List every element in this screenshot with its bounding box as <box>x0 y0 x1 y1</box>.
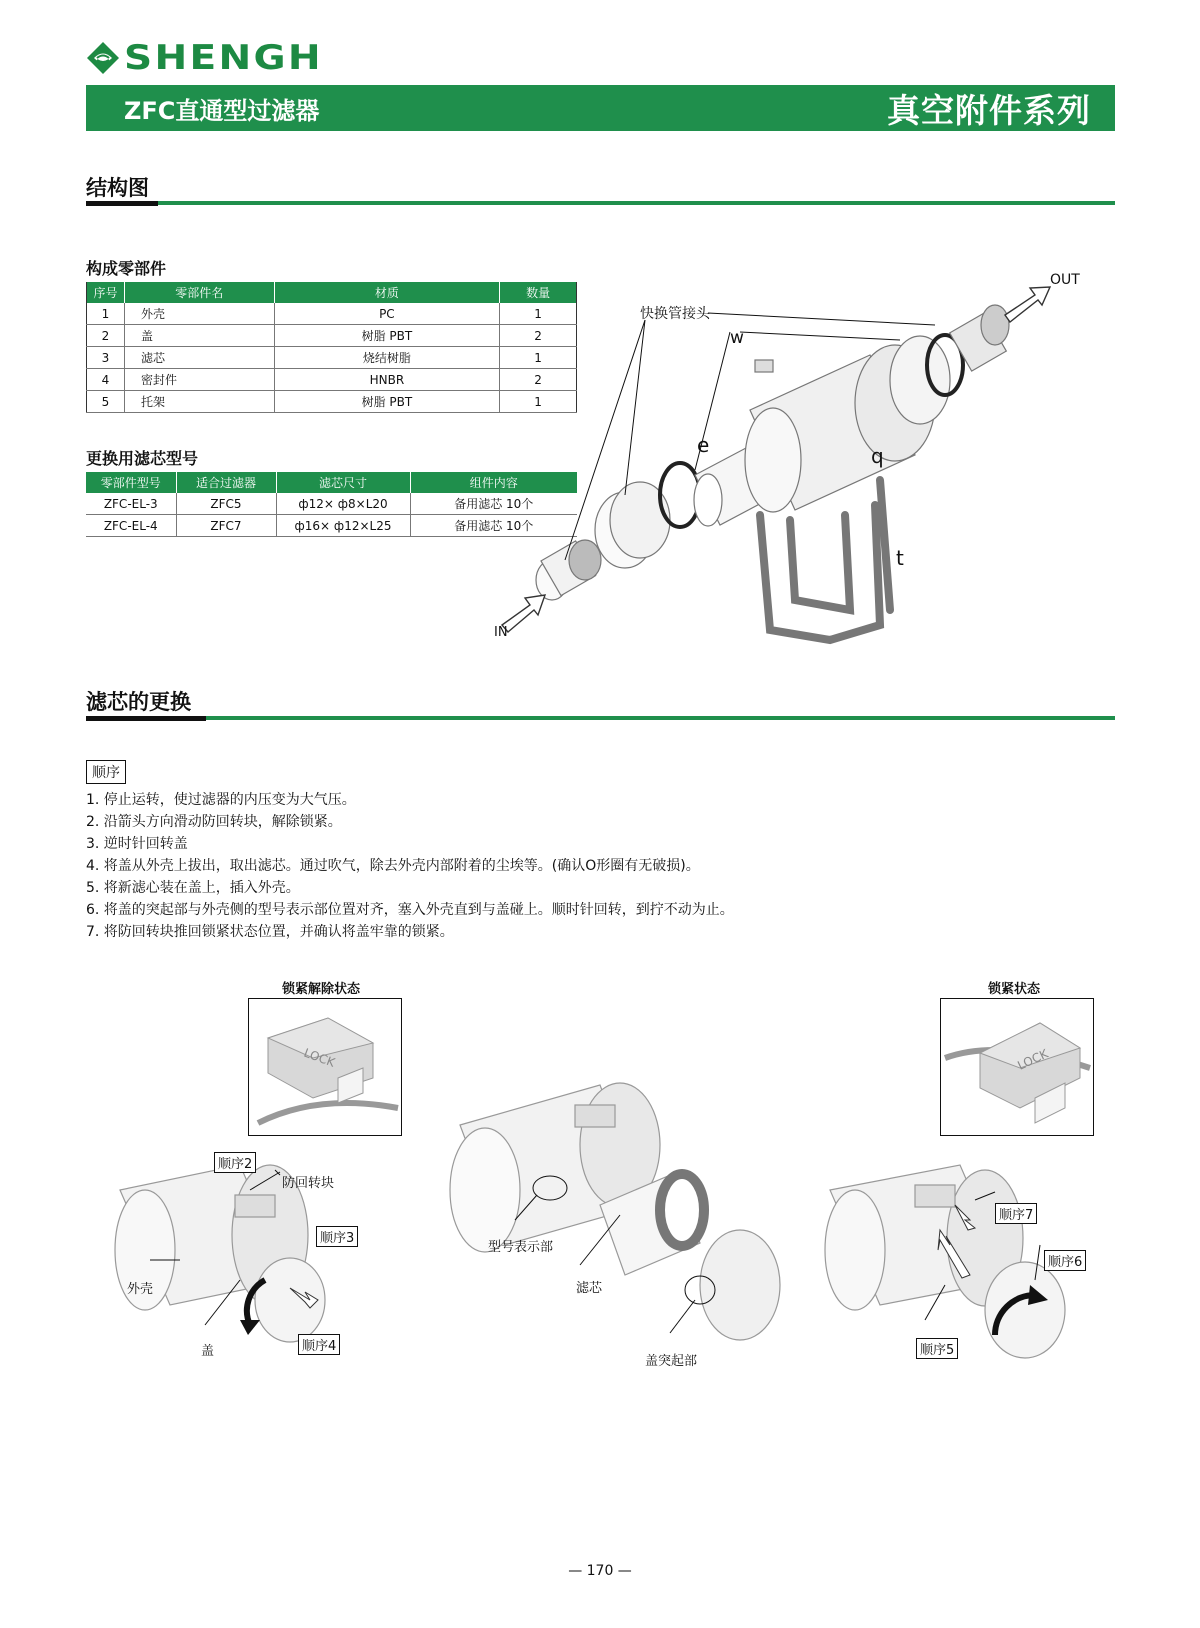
section-rule <box>86 201 1115 205</box>
label-e: e <box>697 433 710 457</box>
step4-label: 顺序4 <box>298 1334 340 1355</box>
table-cell: 2 <box>87 325 125 347</box>
cover-label: 盖 <box>201 1344 215 1359</box>
anti-rotation-block-label: 防回转块 <box>282 1176 335 1191</box>
title-banner <box>86 85 1115 131</box>
table-cell: 1 <box>500 303 577 325</box>
table-cell: ZFC-EL-3 <box>86 493 176 515</box>
procedure-step: 5. 将新滤心装在盖上，插入外壳。 <box>86 880 300 896</box>
table-cell: 2 <box>500 369 577 391</box>
table-cell: 2 <box>500 325 577 347</box>
col-header: 滤芯尺寸 <box>276 472 410 493</box>
lock-state-title: 锁紧状态 <box>988 982 1041 997</box>
unlock-state-title: 锁紧解除状态 <box>282 982 361 997</box>
table-cell: 备用滤芯 10个 <box>410 515 577 537</box>
table-cell: 外壳 <box>124 303 274 325</box>
table-cell: 备用滤芯 10个 <box>410 493 577 515</box>
exchange-illustration <box>440 1065 820 1365</box>
lock-text: LOCK <box>1015 1046 1051 1073</box>
housing-label: 外壳 <box>127 1282 154 1297</box>
procedure-step: 6. 将盖的突起部与外壳侧的型号表示部位置对齐，塞入外壳直到与盖碰上。顺时针回转，到拧不动为止。 <box>86 902 734 918</box>
table-cell: 5 <box>87 391 125 413</box>
table-cell: HNBR <box>274 369 500 391</box>
series-title: 真空附件系列 <box>887 90 1091 130</box>
col-header: 数量 <box>500 282 577 303</box>
table-cell: 盖 <box>124 325 274 347</box>
table-cell: 4 <box>87 369 125 391</box>
exploded-view-diagram <box>490 270 1110 670</box>
step6-label: 顺序6 <box>1044 1250 1086 1271</box>
connector-label: 快换管接头 <box>640 306 710 322</box>
section-structure-title: 结构图 <box>86 176 149 200</box>
out-label: OUT <box>1050 272 1080 288</box>
step2-label: 顺序2 <box>214 1152 256 1173</box>
table-cell: 1 <box>500 347 577 369</box>
label-q: q <box>871 444 884 468</box>
lock-detail-image <box>940 998 1094 1136</box>
step5-label: 顺序5 <box>916 1338 958 1359</box>
col-header: 材质 <box>274 282 500 303</box>
lock-text: LOCK <box>301 1045 337 1070</box>
brand-name: SHENGH <box>124 38 323 78</box>
col-header: 零部件型号 <box>86 472 176 493</box>
table-cell: 树脂 PBT <box>274 391 500 413</box>
procedure-label: 顺序 <box>86 760 126 784</box>
in-label: IN <box>494 625 508 640</box>
procedure-step: 1. 停止运转，使过滤器的内压变为大气压。 <box>86 792 356 808</box>
replacement-table-title: 更换用滤芯型号 <box>86 449 199 468</box>
table-cell: 烧结树脂 <box>274 347 500 369</box>
table-cell: ZFC-EL-4 <box>86 515 176 537</box>
cover-boss-label: 盖突起部 <box>645 1354 698 1369</box>
section-replacement-title: 滤芯的更换 <box>86 690 191 714</box>
table-cell: ZFC7 <box>176 515 276 537</box>
procedure-step: 3. 逆时针回转盖 <box>86 836 188 852</box>
product-title: ZFC直通型过滤器 <box>124 96 320 125</box>
section-rule-accent <box>86 201 158 206</box>
table-cell: 滤芯 <box>124 347 274 369</box>
procedure-step: 7. 将防回转块推回锁紧状态位置，并确认将盖牢靠的锁紧。 <box>86 924 454 940</box>
element-label: 滤芯 <box>576 1281 603 1296</box>
table-cell: ZFC5 <box>176 493 276 515</box>
section-rule <box>86 716 1115 720</box>
page-number: — 170 — <box>568 1563 632 1579</box>
brand-logo <box>86 38 323 78</box>
section-rule-accent <box>86 716 206 721</box>
table-cell: 树脂 PBT <box>274 325 500 347</box>
table-cell: 3 <box>87 347 125 369</box>
step3-label: 顺序3 <box>316 1226 358 1247</box>
label-t: t <box>896 546 904 570</box>
table-cell: 密封件 <box>124 369 274 391</box>
parts-table-title: 构成零部件 <box>86 259 167 278</box>
table-cell: ф16× ф12×L25 <box>276 515 410 537</box>
col-header: 适合过滤器 <box>176 472 276 493</box>
col-header: 零部件名 <box>124 282 274 303</box>
table-cell: 1 <box>87 303 125 325</box>
unlock-detail-image <box>248 998 402 1136</box>
procedure-step: 4. 将盖从外壳上拔出，取出滤芯。通过吹气，除去外壳内部附着的尘埃等。(确认O形圈有无破损)。 <box>86 858 700 874</box>
procedure-step: 2. 沿箭头方向滑动防回转块，解除锁紧。 <box>86 814 342 830</box>
brand-diamond-icon <box>86 41 120 75</box>
label-w: w <box>730 328 744 348</box>
table-cell: ф12× ф8×L20 <box>276 493 410 515</box>
table-cell: PC <box>274 303 500 325</box>
model-marking-label: 型号表示部 <box>488 1240 554 1255</box>
table-cell: 托架 <box>124 391 274 413</box>
table-cell: 1 <box>500 391 577 413</box>
step7-label: 顺序7 <box>995 1203 1037 1224</box>
col-header: 序号 <box>87 282 125 303</box>
col-header: 组件内容 <box>410 472 577 493</box>
